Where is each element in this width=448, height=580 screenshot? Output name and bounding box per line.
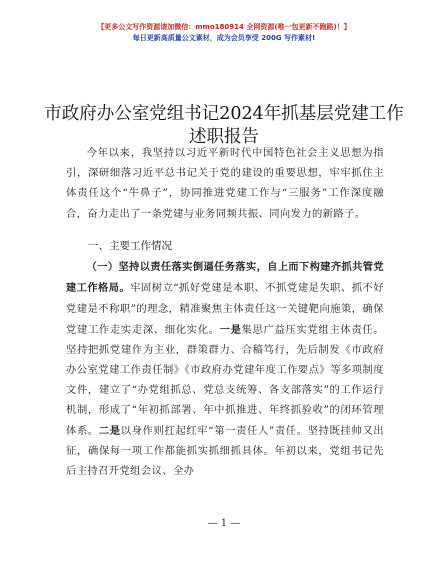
promo-banner-line1: 【更多公文写作资源请加微信：mmo180914 全网资源(唯一包更新不跑路)！】 [97,23,351,31]
intro-paragraph: 今年以来，我坚持以习近平新时代中国特色社会主义思想为指引，深研细落习近平总书记关于党的建设的重要思想，牢牢抓住主体责任这个“牛鼻子”，协同推进党建工作与“三服务”工作深度融合，奋力走出了一条党建与业务同频共振、同向发力的新路子。 [66,147,384,220]
body-text-c: 以身作则扛起红牢“第一责任人”责任。坚持既挂帅又出征，确保每一项工作都能抓实抓细抓具体。年初以来，党组书记先后主持召开党组会议、全办 [66,424,384,478]
section1-paragraph [66,257,384,481]
keyword-first: 一是 [219,323,242,336]
page-number: — 1 — [207,518,241,529]
section-heading: 一、主要工作情况 [88,240,172,252]
body-text-b: 集思广益压实党组主体责任。坚持把抓党建作为主业，群策群力、合稿笃行，先后制发《市政府办公室党建工作责任制》《市政府办党建年度工作要点》等多项制度文件，建立了“办党组抓总、党总支统筹、各支部落实”的工作运行机制，形成了“年初抓部署、年中抓推进、年终抓验收”的闭环管理体系。 [66,323,384,437]
subsection-lead: （一）坚持以责任落实倒逼任务落实，自上而下构建齐抓共管党建工作格局。 [66,262,384,295]
promo-banner-line2: 每日更新高质量公文素材，成为会员享受 200G 写作素材! [132,34,316,42]
body-text-a: 牢固树立“抓好党建是本职、不抓党建是失职、抓不好党建是不称职”的理念，精准聚焦主体责任这一关键靶向施策，确保党建工作走实走深、细化实化。 [66,282,384,336]
keyword-second: 二是 [98,424,121,437]
document-title-line2: 述职报告 [189,127,259,147]
document-title-line1: 市政府办公室党组书记2024年抓基层党建工作 [44,104,404,124]
